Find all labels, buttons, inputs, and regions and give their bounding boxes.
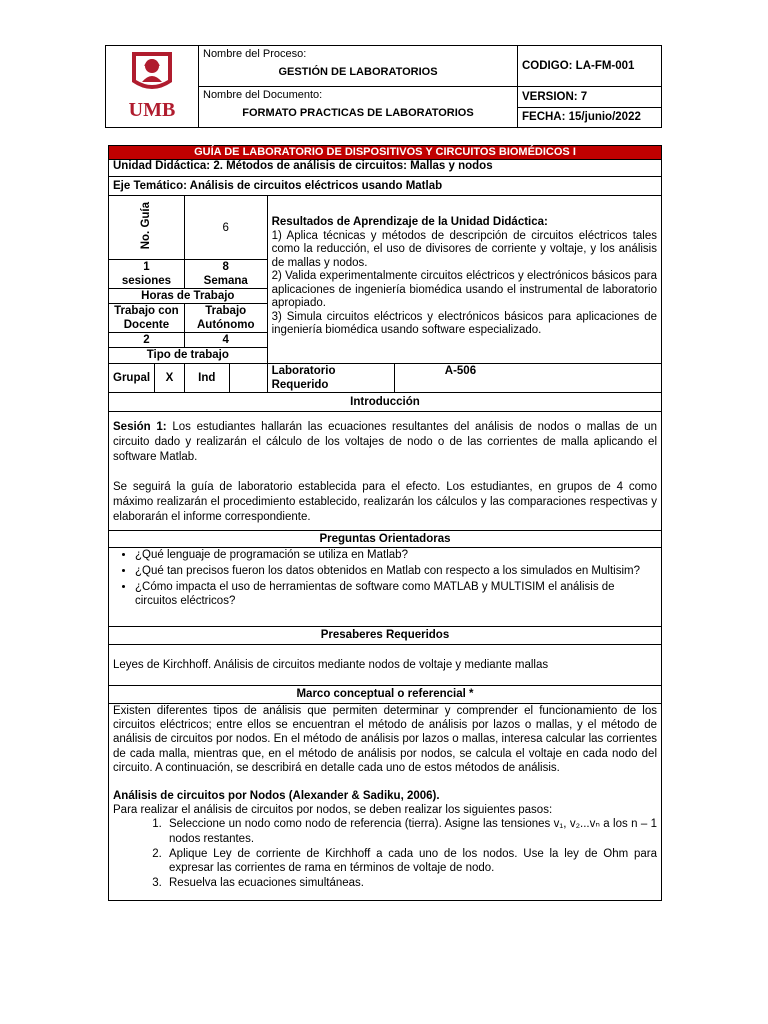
semana-value: 8 bbox=[222, 261, 229, 273]
list-item: 3. Resuelva las ecuaciones simultáneas. bbox=[165, 876, 657, 890]
codigo-cell: CODIGO: LA-FM-001 bbox=[518, 46, 662, 87]
marco-cell bbox=[109, 704, 662, 901]
preguntas-cell bbox=[109, 548, 662, 627]
ind-mark bbox=[229, 364, 267, 393]
lab-label: Laboratorio Requerido bbox=[267, 364, 394, 393]
sesiones-cell bbox=[109, 260, 185, 289]
presaberes-text: Leyes de Kirchhoff. Análisis de circuitos mediante nodos de voltaje y mediante mallas bbox=[109, 645, 662, 686]
preguntas-list bbox=[113, 548, 657, 608]
sesiones-value: 1 bbox=[143, 261, 150, 273]
grupal-label: Grupal bbox=[109, 364, 155, 393]
horas-label: Horas de Trabajo bbox=[109, 289, 268, 304]
marco-p2: Para realizar el análisis de circuitos por nodos, se deben realizar los siguientes pasos: bbox=[113, 804, 553, 817]
resultado-3: 3) Simula circuitos eléctricos y electrónicos básicos para aplicaciones de ingeniería biomédica usando software especializado. bbox=[271, 310, 657, 336]
docente-value: 2 bbox=[109, 333, 185, 348]
list-item: 1. Seleccione un nodo como nodo de referencia (tierra). Asigne las tensiones v₁, v₂...vₙ a los n – 1 nodos restantes. bbox=[165, 817, 657, 845]
list-item: • ¿Cómo impacta el uso de herramientas de software como MATLAB y MULTISIM el análisis de circuitos eléctricos? bbox=[135, 580, 657, 608]
marco-subtitle: Análisis de circuitos por Nodos (Alexander & Sadiku, 2006). bbox=[113, 790, 440, 803]
intro-p1: Los estudiantes hallarán las ecuaciones resultantes del análisis de nodos o mallas de un circuito dado y realizarán el cálculo de los voltajes de nodo o de las corrientes de malla aplicando el software Matlab. bbox=[113, 421, 657, 463]
autonomo-label: Trabajo Autónomo bbox=[184, 304, 267, 333]
resultados-cell bbox=[267, 196, 661, 364]
no-guia-label: No. Guía bbox=[140, 202, 153, 250]
no-guia-label-cell bbox=[109, 196, 185, 260]
proceso-cell bbox=[199, 46, 518, 87]
grupal-mark: X bbox=[155, 364, 185, 393]
sesion-label: Sesión 1: bbox=[113, 421, 167, 433]
ind-label: Ind bbox=[184, 364, 229, 393]
logo-cell bbox=[106, 46, 199, 128]
marco-p1: Existen diferentes tipos de análisis que permiten determinar y comprender el funcionamiento de los circuitos eléctricos; entre ellos se encuentran el método de análisis por lazos o mallas, y el método de análisis de circuitos por nodos. En el método de análisis por lazos o mallas, interesa calcular las corrientes de cada malla, mientras que, en el método de análisis por nodos, se calcula el voltaje en cada nodo del circuito. A continuación, se describirá en detalle cada uno de estos métodos de análisis. bbox=[113, 705, 657, 774]
fecha-text: FECHA: 15/junio/2022 bbox=[522, 111, 641, 123]
autonomo-value: 4 bbox=[184, 333, 267, 348]
documento-label: Nombre del Documento: bbox=[203, 89, 323, 101]
unidad-text: Unidad Didáctica: 2. Métodos de análisis de circuitos: Mallas y nodos bbox=[109, 160, 662, 177]
semana-label: Semana bbox=[203, 275, 248, 287]
semana-cell bbox=[184, 260, 267, 289]
tipo-label: Tipo de trabajo bbox=[109, 348, 268, 364]
version-text: VERSION: 7 bbox=[518, 87, 661, 108]
guide-title: GUÍA DE LABORATORIO DE DISPOSITIVOS Y CIRCUITOS BIOMÉDICOS I bbox=[109, 146, 662, 160]
marco-steps bbox=[113, 817, 657, 890]
resultados-title: Resultados de Aprendizaje de la Unidad Didáctica: bbox=[271, 216, 548, 228]
umb-logo bbox=[112, 46, 192, 124]
version-fecha-cell bbox=[518, 87, 662, 128]
no-guia-value: 6 bbox=[184, 196, 267, 260]
proceso-label: Nombre del Proceso: bbox=[203, 48, 307, 60]
intro-p2: Se seguirá la guía de laboratorio establecida para el efecto. Los estudiantes, en grupos de 4 como máximo realizarán el procedimiento establecido, realizarán los cálculos y las comparaciones respectivas y elaborarán el informe correspondiente. bbox=[113, 481, 657, 523]
list-item: • ¿Qué tan precisos fueron los datos obtenidos en Matlab con respecto a los simulados en Multisim? bbox=[135, 564, 657, 578]
list-item: • ¿Qué lenguaje de programación se utiliza en Matlab? bbox=[135, 548, 657, 562]
lab-value: A-506 bbox=[394, 364, 661, 393]
sesiones-label: sesiones bbox=[121, 275, 172, 287]
list-item: 2. Aplique Ley de corriente de Kirchhoff a cada uno de los nodos. Use la ley de Ohm para expresar las corrientes de rama en términos de voltaje de nodo. bbox=[165, 847, 657, 875]
header-table bbox=[105, 45, 662, 128]
introduccion-title: Introducción bbox=[109, 393, 662, 412]
proceso-value: GESTIÓN DE LABORATORIOS bbox=[278, 66, 438, 78]
presaberes-title: Presaberes Requeridos bbox=[109, 627, 662, 645]
docente-label: Trabajo con Docente bbox=[109, 304, 185, 333]
resultado-1: 1) Aplica técnicas y métodos de descripción de circuitos eléctricos tales como la reducción, el uso de divisores de corriente y voltaje, y los análisis de mallas y nodos. bbox=[271, 229, 657, 269]
documento-cell bbox=[199, 87, 518, 128]
preguntas-title: Preguntas Orientadoras bbox=[109, 531, 662, 548]
svg-text:UMB: UMB bbox=[128, 99, 176, 121]
introduccion-cell bbox=[109, 412, 662, 531]
guide-table bbox=[108, 145, 662, 901]
documento-value: FORMATO PRACTICAS DE LABORATORIOS bbox=[242, 107, 474, 119]
marco-title: Marco conceptual o referencial * bbox=[109, 686, 662, 704]
eje-text: Eje Temático: Análisis de circuitos eléctricos usando Matlab bbox=[109, 177, 662, 196]
resultado-2: 2) Valida experimentalmente circuitos eléctricos y electrónicos básicos para aplicaciones de ingeniería biomédica usando el instrumental de laboratorio apropiado. bbox=[271, 270, 657, 309]
